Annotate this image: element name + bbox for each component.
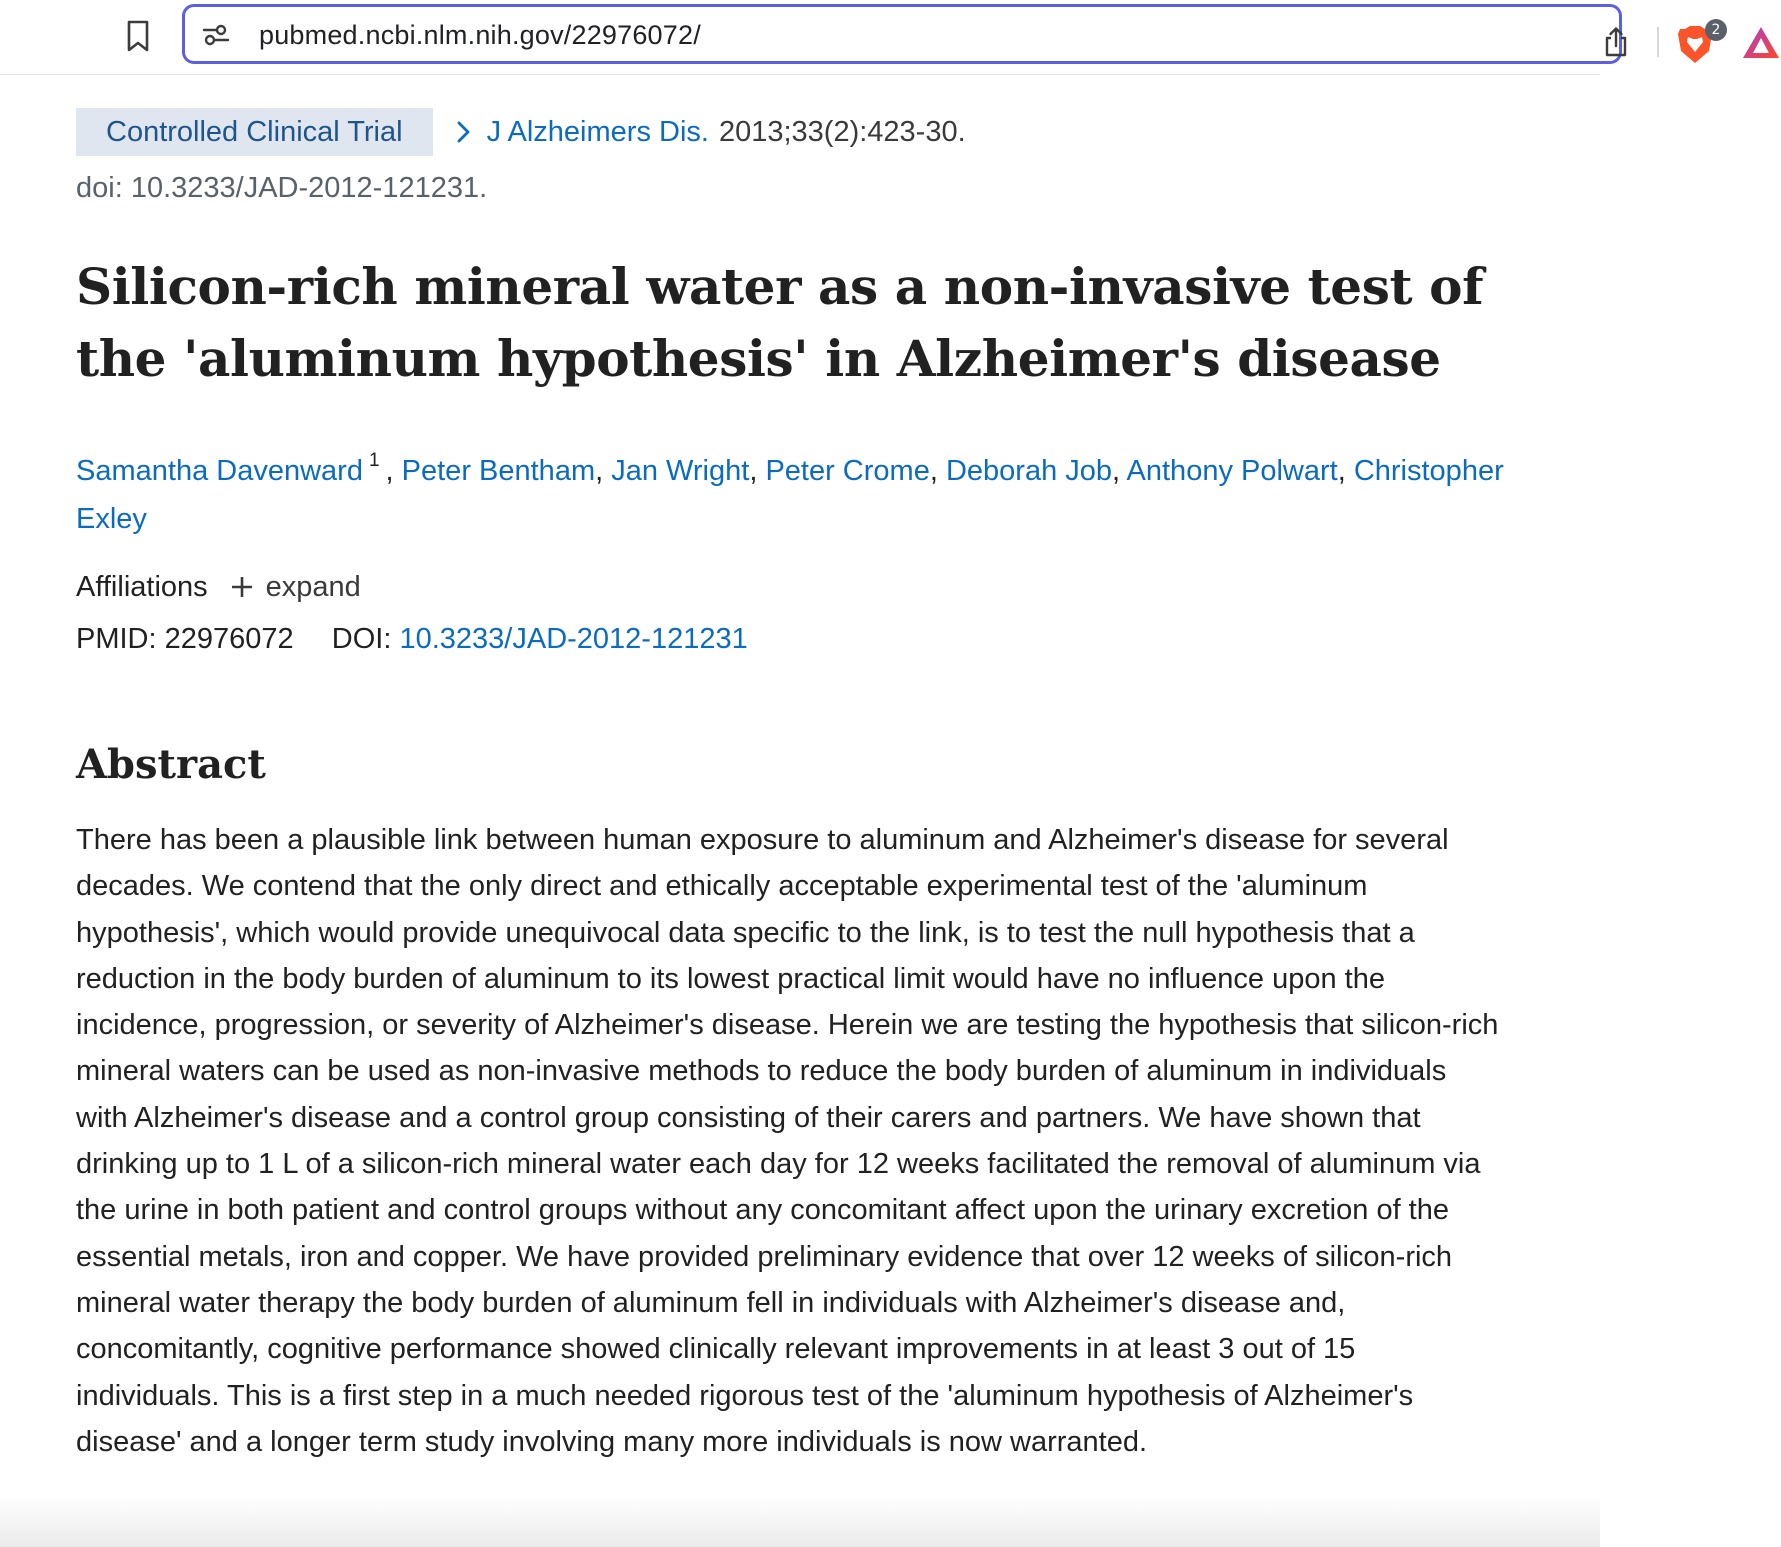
- author-link[interactable]: Deborah Job: [945, 455, 1113, 487]
- author-link[interactable]: Jan Wright: [611, 455, 750, 487]
- affiliation-marker[interactable]: 1: [368, 450, 380, 471]
- citation-text: 2013;33(2):423-30.: [718, 115, 966, 148]
- affiliations-row: [76, 565, 1496, 609]
- bottom-shadow: [0, 1496, 1600, 1547]
- browser-toolbar: [0, 0, 1721, 75]
- identifiers-row: [76, 617, 1496, 661]
- brave-shields-icon[interactable]: [1677, 19, 1723, 65]
- url-text[interactable]: pubmed.ncbi.nlm.nih.gov/22976072/: [259, 20, 701, 50]
- abstract-heading: Abstract: [76, 741, 266, 788]
- author-link[interactable]: Christopher Exley: [76, 455, 1504, 535]
- address-bar[interactable]: [182, 4, 1721, 64]
- author-list: Samantha Davenward $^1$ , Peter Bentham, Jan Wright, Peter Crome, Deborah Job, Anthony Polwart, Christopher Exley: [76, 450, 1504, 535]
- bookmark-icon[interactable]: [118, 16, 158, 56]
- abstract-text: There has been a plausible link between human exposure to aluminum and Alzheimer's disease for several decades. We contend that the only direct and ethically acceptable experimental test of the 'aluminum hypothesis', which would provide unequivocal data specific to the link, is to test the null hypothesis that a reduction in the body burden of aluminum to its lowest practical limit would have no influence upon the incidence, progression, or severity of Alzheimer's disease. Herein we are testing the hypothesis that silicon-rich mineral waters can be used as non-invasive methods to reduce the body burden of aluminum in individuals with Alzheimer's disease and a control group consisting of their carers and partners. We have shown that drinking up to 1 L of a silicon-rich mineral water each day for 12 weeks facilitated the removal of aluminum via the urine in both patient and control groups without any concomitant affect upon the urinary excretion of the essential metals, iron and copper. We have provided preliminary evidence that over 12 weeks of silicon-rich mineral water therapy the body burden of aluminum fell in individuals with Alzheimer's disease and, concomitantly, cognitive performance showed clinically relevant improvements in at least 3 out of 15 individuals. This is a first step in a much needed rigorous test of the 'aluminum hypothesis of Alzheimer's disease' and a longer term study involving many more individuals is now warranted.: [76, 824, 1499, 1458]
- author-link[interactable]: Anthony Polwart: [1126, 455, 1338, 487]
- share-icon[interactable]: [1599, 23, 1633, 61]
- toolbar-divider: [1657, 27, 1659, 57]
- article-header: [76, 108, 1496, 156]
- brave-rewards-icon[interactable]: [1741, 25, 1781, 61]
- publication-type-badge: Controlled Clinical Trial: [76, 108, 433, 156]
- pmid-label: PMID:: [76, 623, 157, 655]
- doi-link[interactable]: 10.3233/JAD-2012-121231: [399, 623, 748, 655]
- doi-label: DOI:: [331, 623, 392, 655]
- expand-affiliations-button[interactable]: [230, 571, 361, 604]
- pmid-value: 22976072: [164, 623, 294, 655]
- site-settings-icon[interactable]: [201, 21, 231, 49]
- plus-icon: [230, 575, 254, 599]
- author-link[interactable]: Samantha Davenward: [76, 455, 363, 487]
- article-content: [76, 108, 1504, 1465]
- journal-link[interactable]: J Alzheimers Dis.: [486, 115, 709, 148]
- affiliations-label: Affiliations: [76, 570, 208, 603]
- author-link[interactable]: Peter Bentham: [401, 455, 596, 487]
- author-link[interactable]: Peter Crome: [765, 455, 930, 487]
- chevron-right-icon: [455, 118, 475, 146]
- doi-line: doi: 10.3233/JAD-2012-121231.: [76, 172, 488, 204]
- expand-label: expand: [265, 570, 361, 603]
- shields-badge: 2: [1705, 19, 1727, 41]
- article-title: Silicon-rich mineral water as a non-invasive test of the 'aluminum hypothesis' in Alzheimer's disease: [76, 257, 1484, 388]
- journal-citation: [455, 116, 966, 149]
